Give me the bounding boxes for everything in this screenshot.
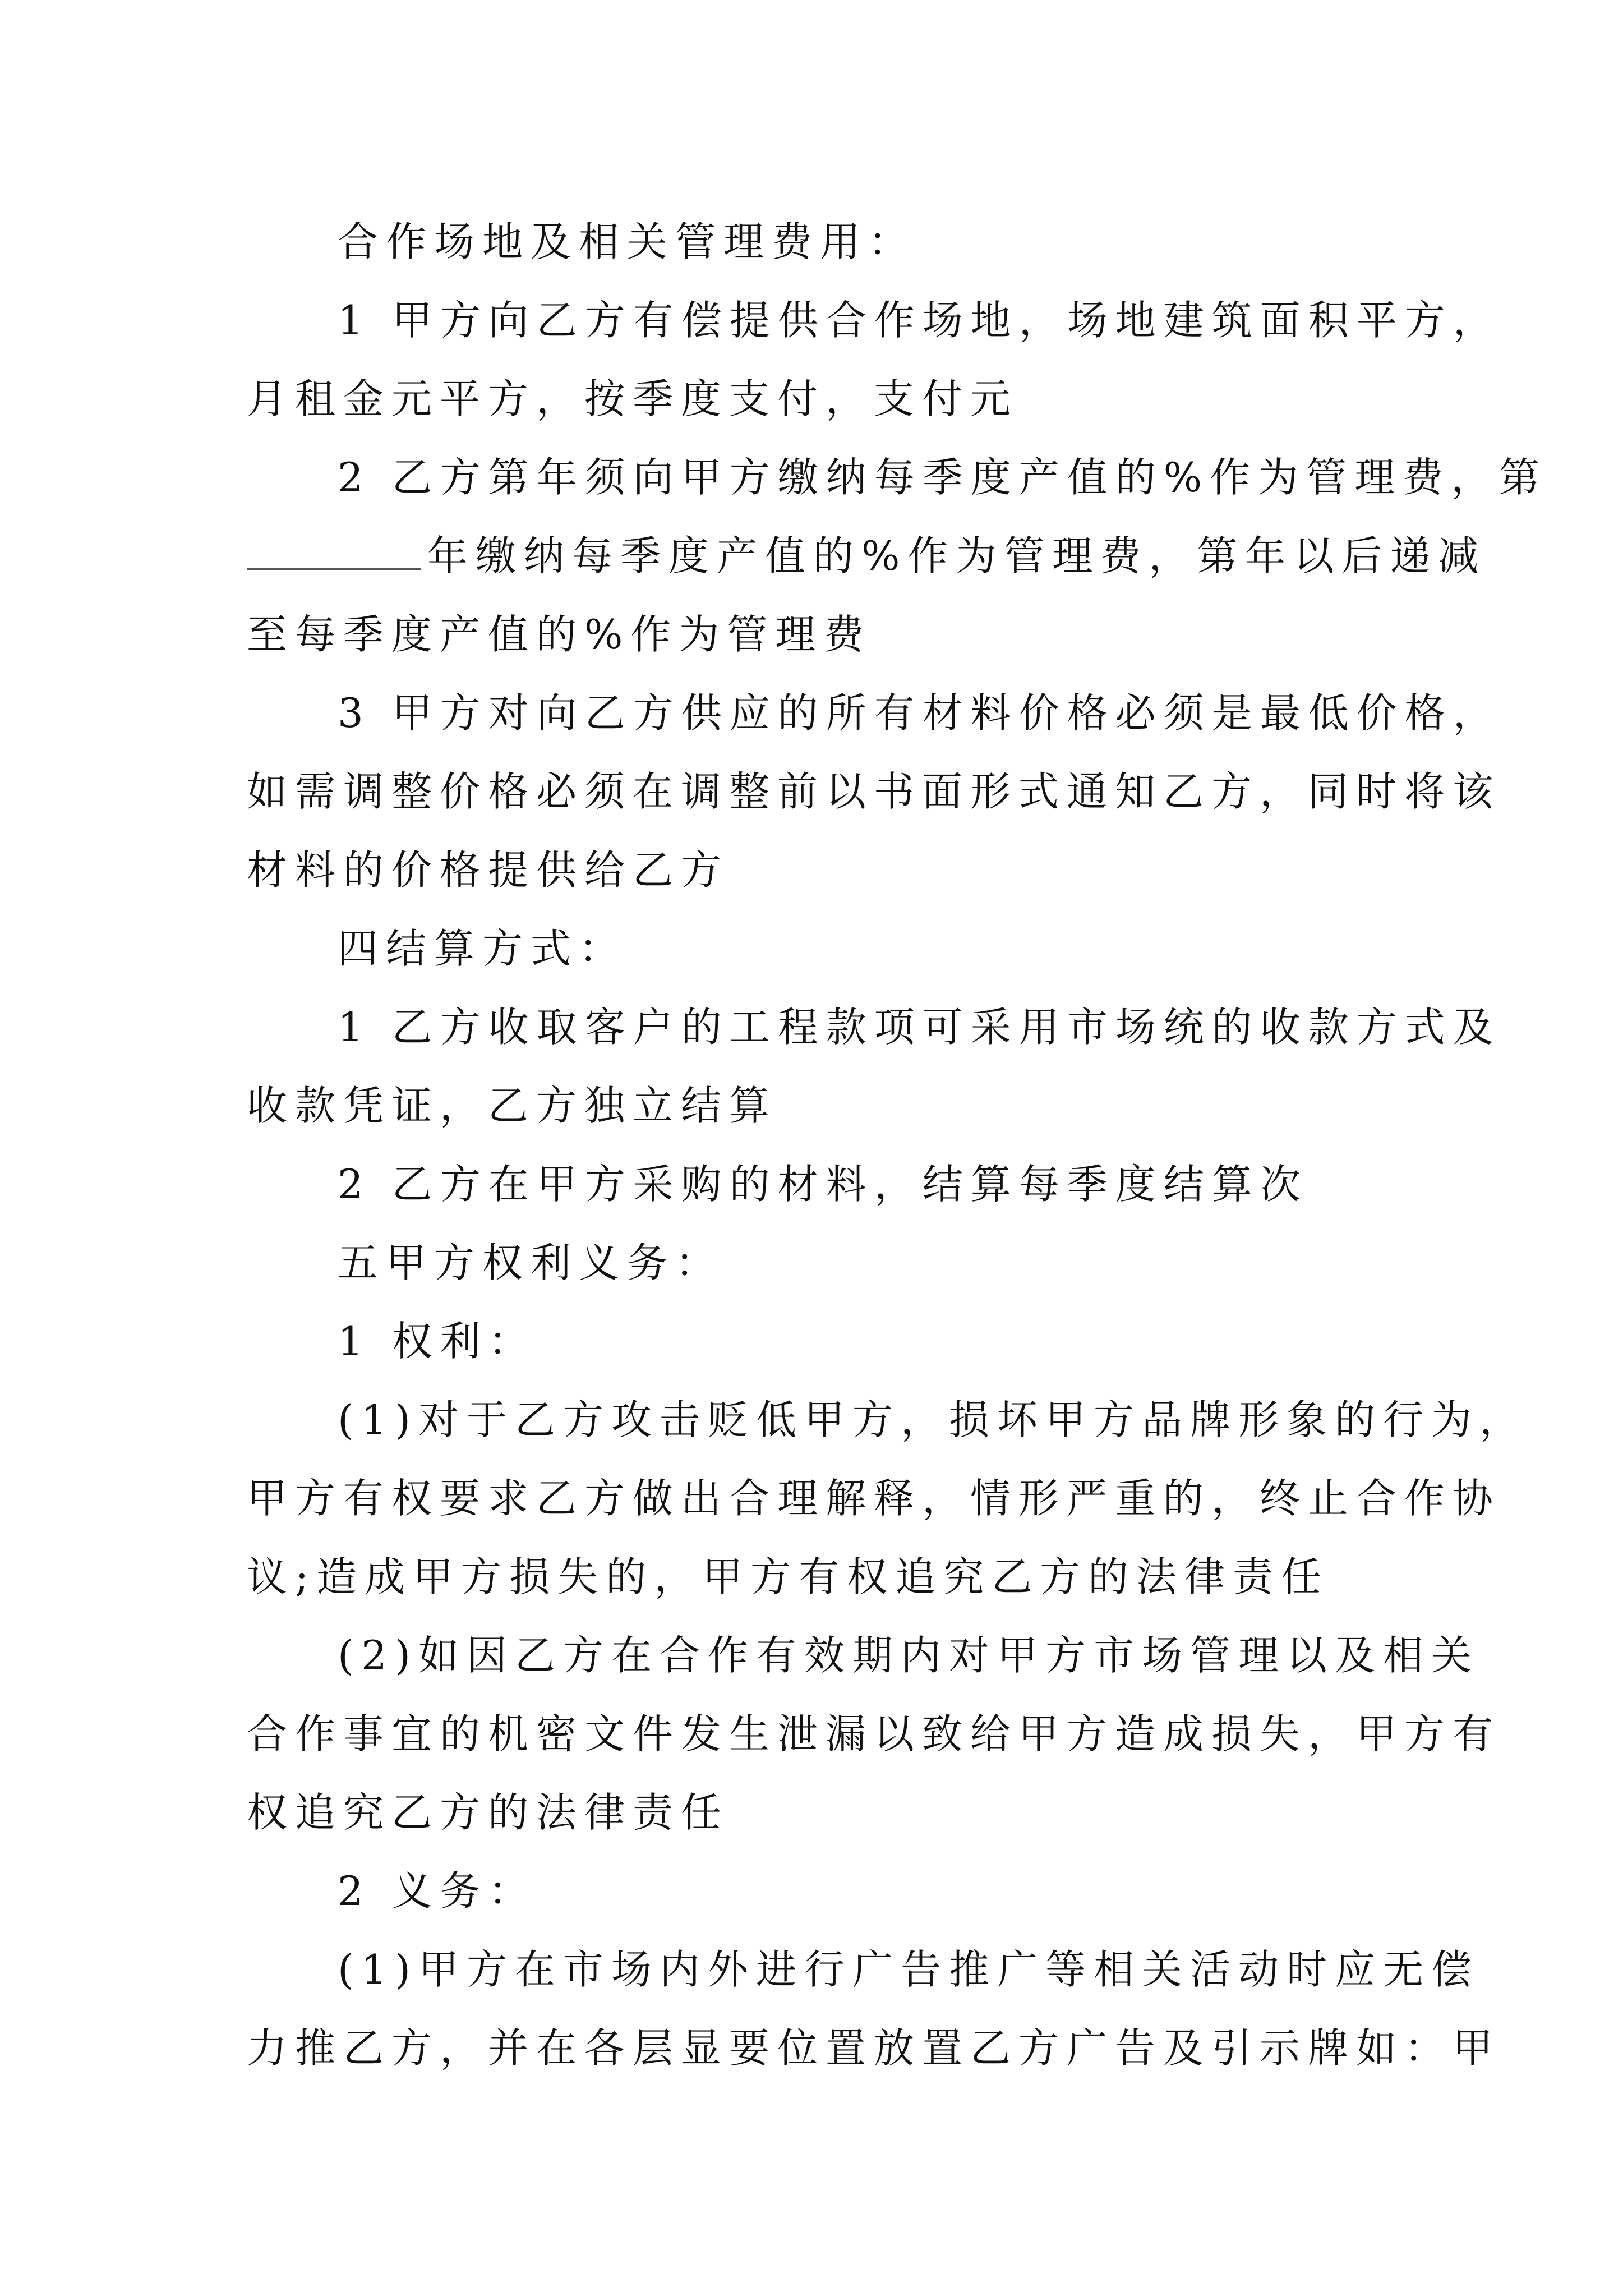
paragraph-line-text: 年缴纳每季度产值的%作为管理费，第年以后递减 <box>427 532 1487 579</box>
paragraph-line: (2)如因乙方在合作有效期内对甲方市场管理以及相关 <box>338 1632 1479 1679</box>
paragraph-line: 1 乙方收取客户的工程款项可采用市场统的收款方式及 <box>338 1004 1501 1051</box>
paragraph-line: (1)对于乙方攻击贬低甲方，损坏甲方品牌形象的行为， <box>338 1396 1528 1443</box>
paragraph-line: 至每季度产值的%作为管理费 <box>247 611 872 658</box>
paragraph-line: 收款凭证，乙方独立结算 <box>247 1082 778 1129</box>
section-heading: 合作场地及相关管理费用： <box>338 218 917 265</box>
paragraph-line: 2 乙方第年须向甲方缴纳每季度产值的%作为管理费，第 <box>338 454 1548 501</box>
paragraph-line: 2 乙方在甲方采购的材料，结算每季度结算次 <box>338 1161 1308 1208</box>
paragraph-line: 月租金元平方，按季度支付，支付元 <box>247 375 1019 422</box>
paragraph-line: 如需调整价格必须在调整前以书面形式通知乙方，同时将该 <box>247 768 1501 815</box>
subsection-heading: 2 义务： <box>338 1867 537 1915</box>
paragraph-line: 权追究乙方的法律责任 <box>247 1789 730 1836</box>
subsection-heading: 1 权利： <box>338 1318 537 1365</box>
paragraph-line <box>247 528 1486 584</box>
fill-in-blank <box>247 533 421 570</box>
paragraph-line: 合作事宜的机密文件发生泄漏以致给甲方造成损失，甲方有 <box>247 1710 1501 1757</box>
paragraph-line: 议;造成甲方损失的，甲方有权追究乙方的法律责任 <box>247 1553 1330 1600</box>
paragraph-line: (1)甲方在市场内外进行广告推广等相关活动时应无偿 <box>338 1946 1479 1993</box>
paragraph-line: 材料的价格提供给乙方 <box>247 846 730 894</box>
paragraph-line: 3 甲方对向乙方供应的所有材料价格必须是最低价格， <box>338 689 1501 737</box>
section-heading: 五甲方权利义务： <box>338 1239 724 1286</box>
paragraph-line: 甲方有权要求乙方做出合理解释，情形严重的，终止合作协 <box>247 1475 1501 1522</box>
section-heading: 四结算方式： <box>338 925 628 972</box>
paragraph-line: 1 甲方向乙方有偿提供合作场地，场地建筑面积平方， <box>338 297 1501 344</box>
paragraph-line: 力推乙方，并在各层显要位置放置乙方广告及引示牌如：甲 <box>247 2024 1501 2072</box>
